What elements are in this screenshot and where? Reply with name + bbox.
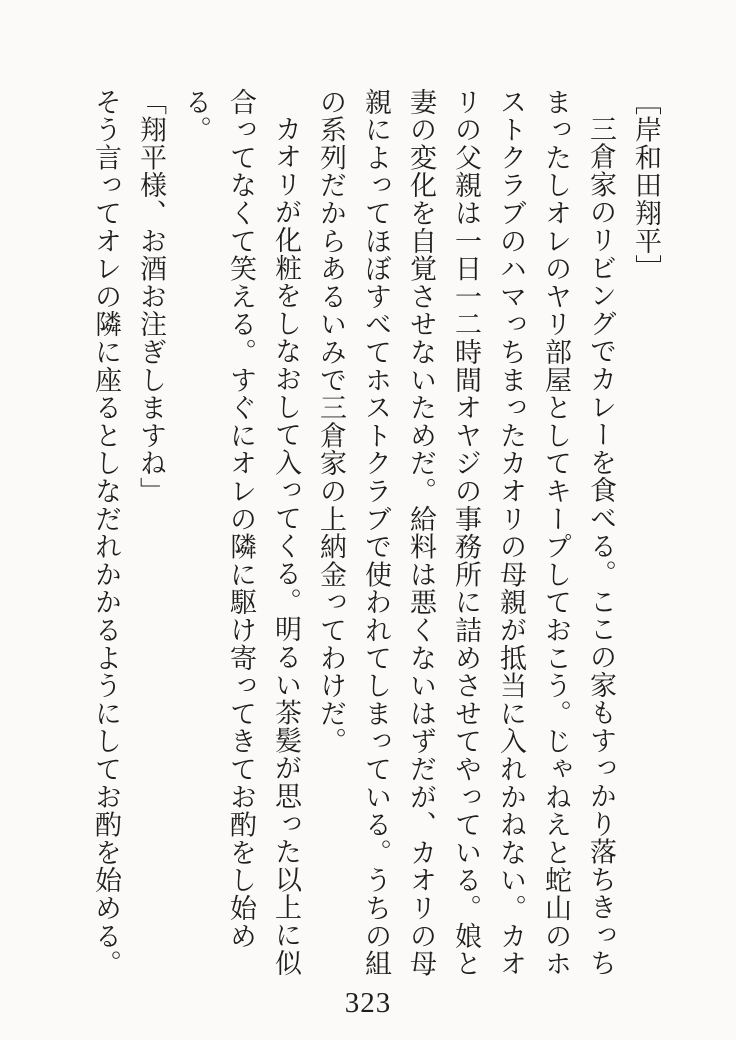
dialogue-line: 「翔平様、お酒お注ぎしますね」 (136, 88, 166, 505)
page-number: 323 (344, 987, 392, 1019)
paragraph-2: カオリが化粧をしなおして入ってくる。明るい茶髪が思った以上に似合ってなくて笑える。すぐにオレの隣に駆け寄ってきてお酌をし始める。 (181, 88, 301, 977)
section-title: ［岸和田翔平］ (631, 88, 661, 283)
vertical-text-block (68, 88, 668, 980)
paragraph-1: 三倉家のリビングでカレーを食べる。ここの家もすっかり落ちきっちまったしオレのヤリ部屋としてキープしておこう。じゃねえと蛇山のホストクラブのハマっちまったカオリの母親が抵当に入れかねない。カオリの父親は一日一二時間オヤジの事務所に詰めさせてやっている。娘と妻の変化を自覚させないためだ。給料は悪くないはずだが、カオリの母親によってほぼすべてホストクラブで使われてしまっている。うちの組の系列だからあるいみで三倉家の上納金ってわけだ。 (316, 88, 616, 978)
paragraph-3: そう言ってオレの隣に座るとしなだれかかるようにしてお酌を始める。 (91, 88, 121, 978)
